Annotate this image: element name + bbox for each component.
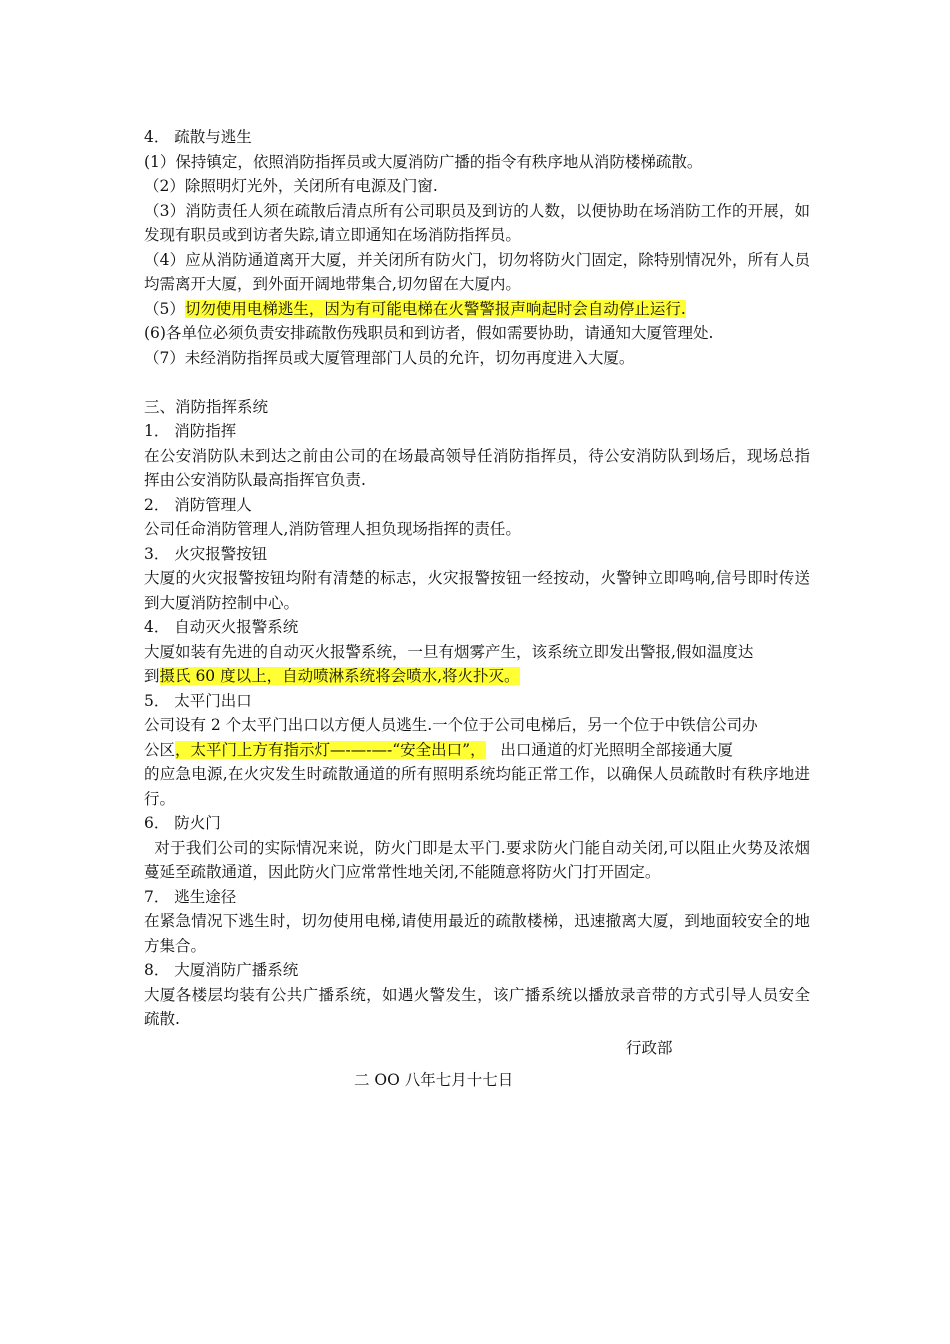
highlighted-text: ，太平门上方有指示灯—-—-—-“安全出口”， (175, 740, 486, 759)
paragraph-line: 公司设有 2 个太平门出口以方便人员逃生.一个位于公司电梯后，另一个位于中铁信公司办 (144, 716, 758, 734)
chapter-title: 三、消防指挥系统 (144, 397, 269, 416)
section-heading: 4． 疏散与逃生 (144, 128, 252, 146)
paragraph: 大厦各楼层均装有公共广播系统，如遇火警发生，该广播系统以播放录音带的方式引导人员安全疏散. (144, 985, 810, 1028)
subsection-heading: 6． 防火门 (144, 814, 221, 832)
list-item: (6)各单位必须负责安排疏散伤残职员和到访者，假如需要协助，请通知大厦管理处. (144, 324, 714, 342)
plain-text: 出口通道的灯光照明全部接通大厦 (485, 740, 733, 759)
list-item: (1）保持镇定，依照消防指挥员或大厦消防广播的指令有秩序地从消防楼梯疏散。 (144, 152, 703, 171)
paragraph: 对于我们公司的实际情况来说，防火门即是太平门.要求防火门能自动关闭,可以阻止火势及浓烟蔓延至疏散通道，因此防火门应常常性地关闭,不能随意将防火门打开固定。 (144, 838, 811, 881)
paragraph: 公司任命消防管理人,消防管理人担负现场指挥的责任。 (144, 520, 521, 538)
subsection-heading: 8． 大厦消防广播系统 (144, 961, 299, 979)
subsection-heading: 1． 消防指挥 (144, 422, 237, 440)
list-item: （4）应从消防通道离开大厦，并关闭所有防火门，切勿将防火门固定，除特别情况外，所有人员均需离开大厦，到外面开阔地带集合,切勿留在大厦内。 (144, 250, 810, 293)
signature-department: 行政部 (626, 1038, 673, 1057)
subsection-heading: 2． 消防管理人 (144, 495, 252, 514)
subsection-heading: 7． 逃生途径 (144, 887, 237, 906)
subsection-heading: 4． 自动灭火报警系统 (144, 618, 299, 636)
highlighted-text: 摄氏 60 度以上，自动喷淋系统将会喷水,将火扑灭。 (159, 667, 520, 685)
document-body (144, 125, 810, 1093)
paragraph: 大厦的火灾报警按钮均附有清楚的标志，火灾报警按钮一经按动，火警钟立即鸣响,信号即时传送到大厦消防控制中心。 (144, 569, 810, 612)
list-item: （3）消防责任人须在疏散后清点所有公司职员及到访的人数，以便协助在场消防工作的开展，如发现有职员或到访者失踪,请立即通知在场消防指挥员。 (144, 201, 810, 244)
plain-text: 到 (144, 667, 160, 685)
paragraph: 在公安消防队未到达之前由公司的在场最高领导任消防指挥员，待公安消防队到场后，现场总指挥由公安消防队最高指挥官负责. (144, 446, 810, 489)
subsection-heading: 5． 太平门出口 (144, 691, 252, 710)
list-item (144, 297, 810, 322)
paragraph-line: 大厦如装有先进的自动灭火报警系统，一旦有烟雾产生，该系统立即发出警报,假如温度达 (144, 642, 754, 661)
signature-date: 二 OO 八年七月十七日 (354, 1071, 514, 1089)
plain-text: 公区 (144, 740, 176, 759)
spacer (144, 370, 810, 395)
item-prefix: （5） (144, 299, 185, 318)
subsection-heading: 3． 火灾报警按钮 (144, 544, 268, 563)
list-item: （7）未经消防指挥员或大厦管理部门人员的允许，切勿再度进入大厦。 (144, 348, 635, 367)
paragraph: 的应急电源,在火灾发生时疏散通道的所有照明系统均能正常工作，以确保人员疏散时有秩序地进行。 (144, 765, 810, 808)
list-item: （2）除照明灯光外，关闭所有电源及门窗. (144, 177, 438, 195)
paragraph: 在紧急情况下逃生时，切勿使用电梯,请使用最近的疏散楼梯，迅速撤离大厦，到地面较安全的地方集合。 (144, 912, 810, 955)
highlighted-text: 切勿使用电梯逃生，因为有可能电梯在火警警报声响起时会自动停止运行. (184, 299, 686, 318)
paragraph-line (144, 664, 810, 689)
paragraph-line (144, 738, 810, 763)
